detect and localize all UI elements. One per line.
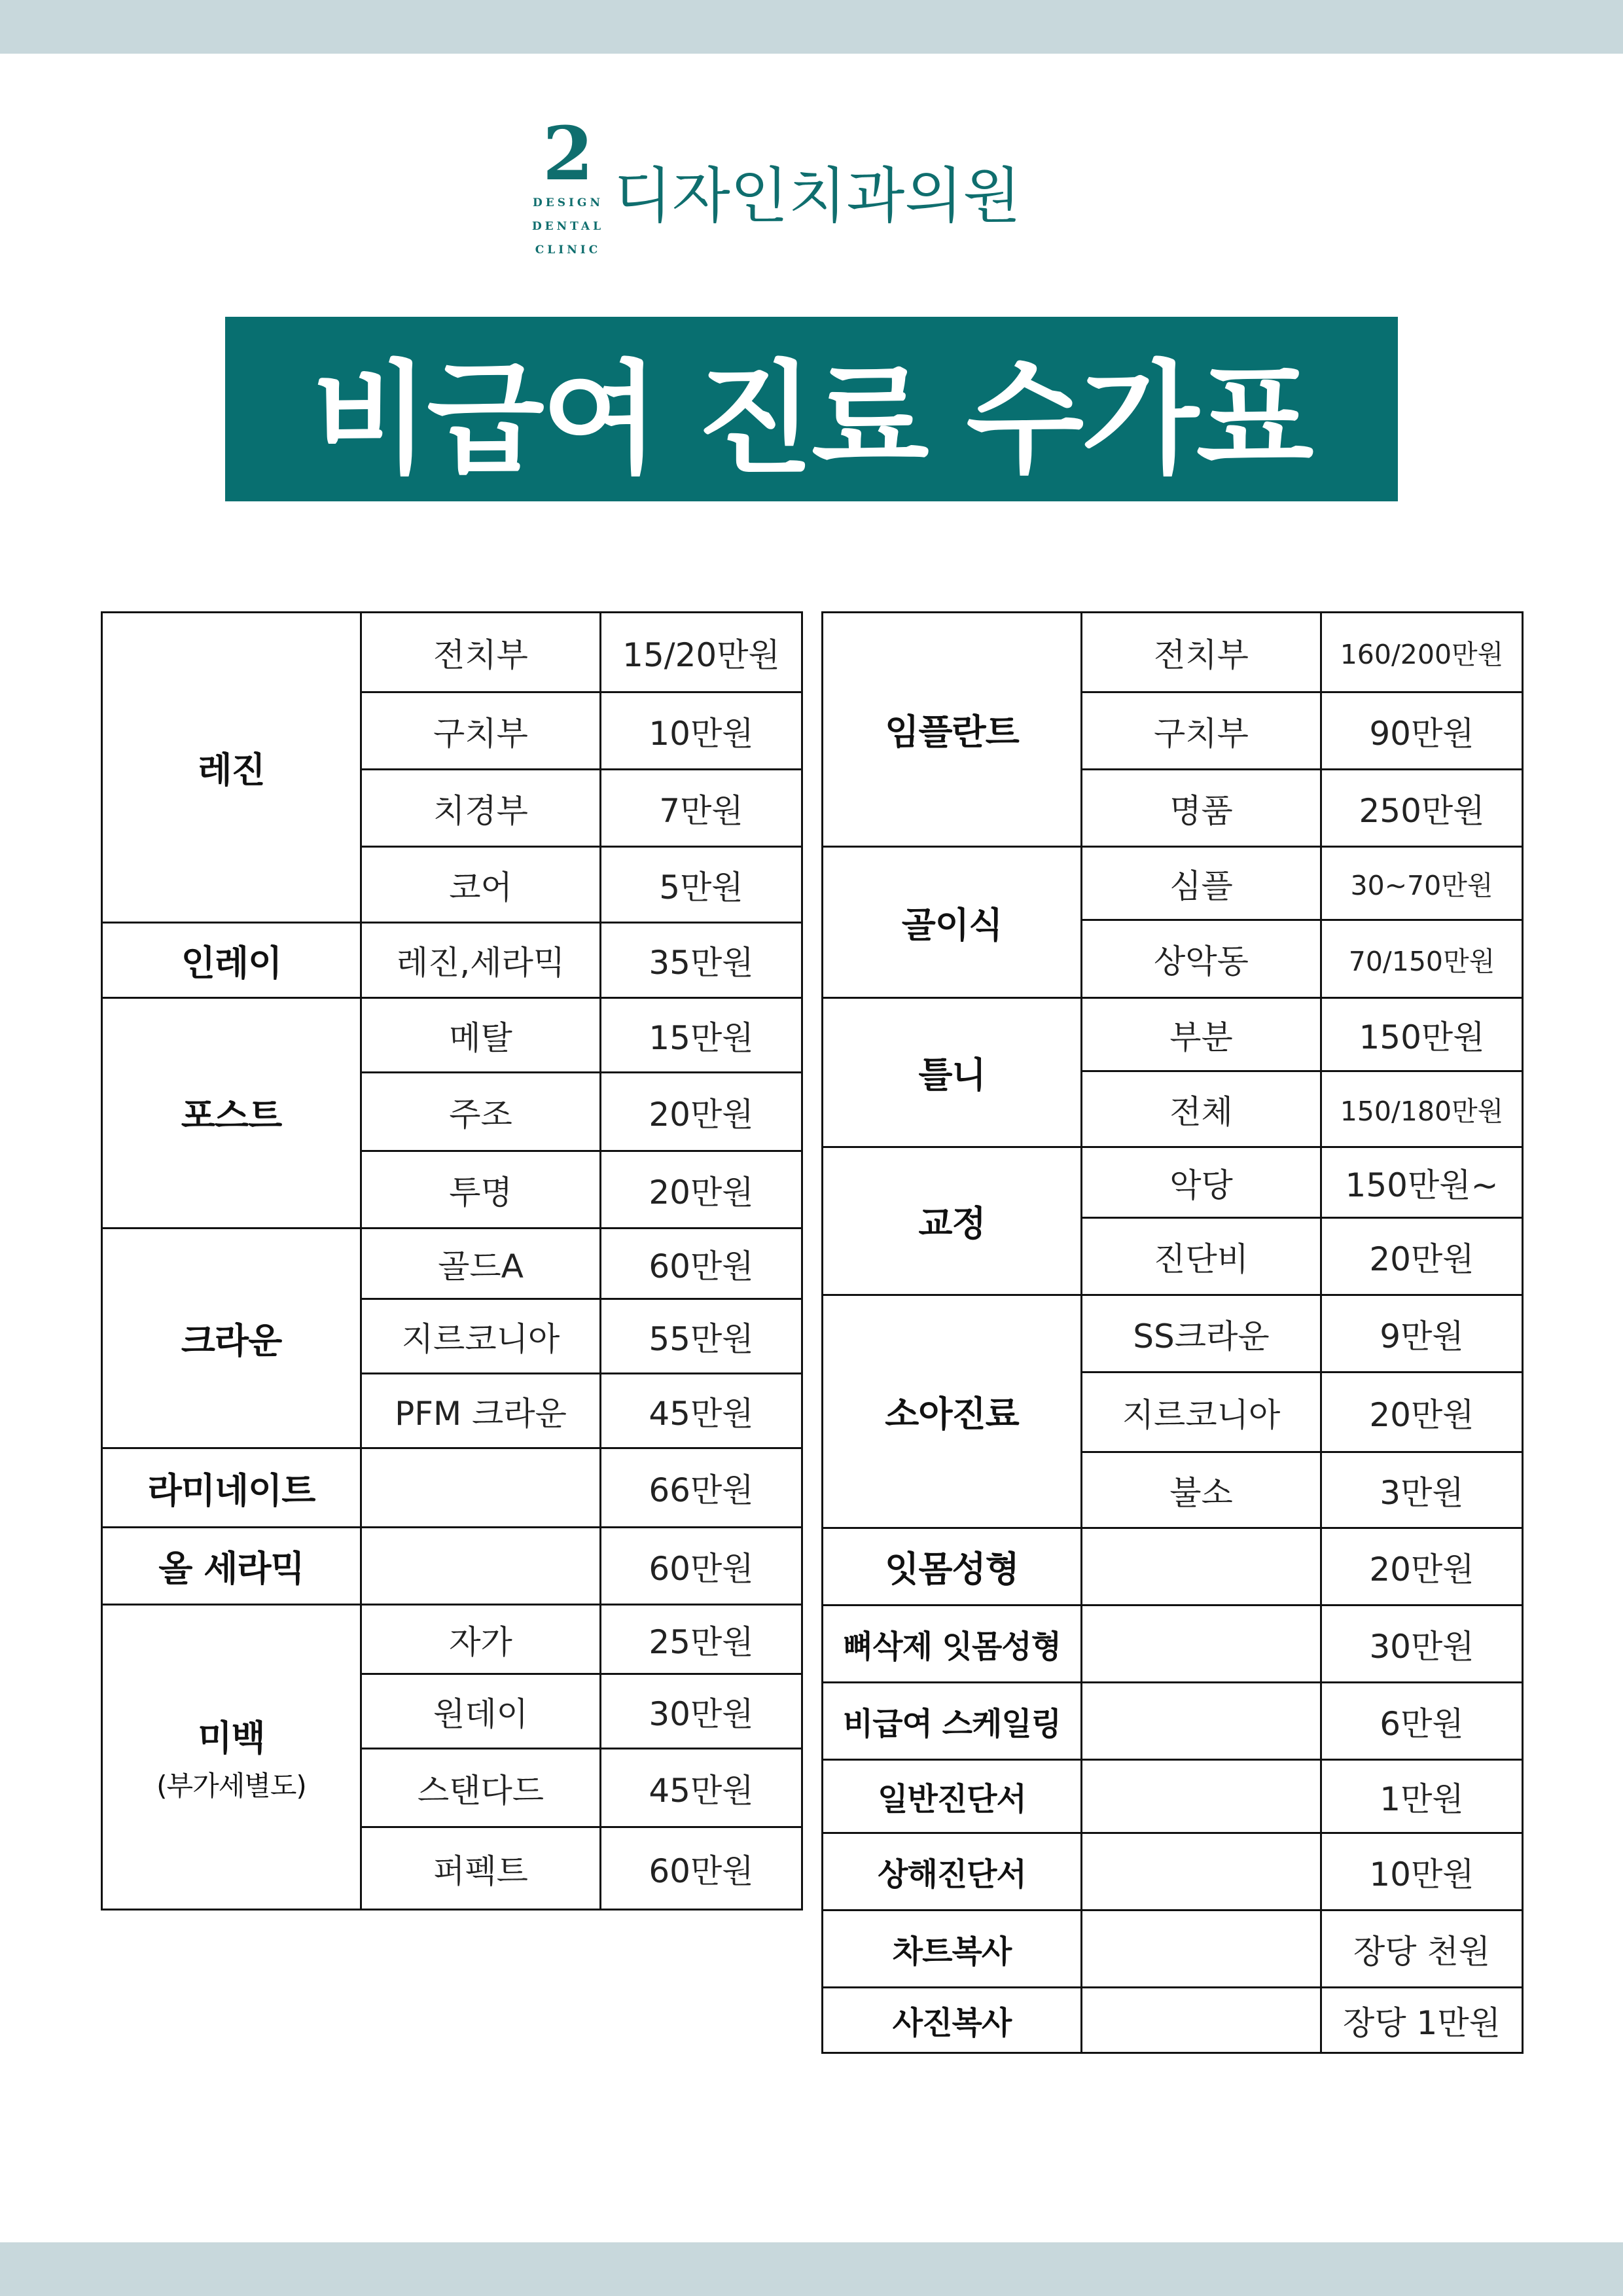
logo-mark <box>529 111 607 262</box>
price-cell: 90만원 <box>1321 692 1523 770</box>
category-cell: 뼈삭제 잇몸성형 <box>823 1605 1082 1683</box>
item-cell-empty <box>1082 1760 1321 1833</box>
price-cell: 장당 천원 <box>1321 1910 1523 1988</box>
item-cell: 구치부 <box>361 692 601 770</box>
table-row <box>823 998 1523 1071</box>
bottom-band <box>0 2242 1623 2296</box>
category-label: 미백 <box>198 1717 265 1759</box>
logo-line-clinic: CLINIC <box>535 243 601 257</box>
price-cell: 15만원 <box>601 998 802 1073</box>
item-cell-empty <box>1082 1988 1321 2053</box>
price-cell: 160/200만원 <box>1321 613 1523 692</box>
item-cell: 주조 <box>361 1073 601 1151</box>
table-row <box>823 1147 1523 1218</box>
table-row <box>102 923 802 998</box>
price-cell: 장당 1만원 <box>1321 1988 1523 2053</box>
item-cell-empty <box>1082 1683 1321 1760</box>
category-cell: 임플란트 <box>823 613 1082 847</box>
item-cell: 골드A <box>361 1229 601 1299</box>
category-cell: 포스트 <box>102 998 361 1229</box>
logo-line-design: DESIGN <box>533 196 603 209</box>
category-cell: 크라운 <box>102 1229 361 1448</box>
item-cell: 전치부 <box>1082 613 1321 692</box>
clinic-logo <box>529 111 1118 268</box>
price-cell: 30만원 <box>601 1674 802 1749</box>
item-cell-empty <box>1082 1528 1321 1605</box>
table-row <box>823 847 1523 920</box>
category-cell: 잇몸성형 <box>823 1528 1082 1605</box>
table-row <box>823 1295 1523 1372</box>
item-cell: 투명 <box>361 1151 601 1229</box>
price-cell: 35만원 <box>601 923 802 998</box>
item-cell: 코어 <box>361 847 601 923</box>
item-cell: 상악동 <box>1082 920 1321 998</box>
page-title: 비급여 진료 수가표 <box>312 348 1311 490</box>
category-cell <box>102 1605 361 1910</box>
table-row <box>823 1528 1523 1605</box>
logo-number: 2 <box>543 111 594 197</box>
price-cell: 20만원 <box>1321 1218 1523 1295</box>
title-banner <box>225 317 1398 501</box>
item-cell: 스탠다드 <box>361 1749 601 1827</box>
clinic-name: 디자인치과의원 <box>614 161 1022 231</box>
price-cell: 6만원 <box>1321 1683 1523 1760</box>
table-row <box>102 998 802 1073</box>
price-cell: 150만원~ <box>1321 1147 1523 1218</box>
table-row <box>102 1605 802 1674</box>
price-cell: 60만원 <box>601 1229 802 1299</box>
item-cell: 지르코니아 <box>1082 1372 1321 1452</box>
item-cell: 메탈 <box>361 998 601 1073</box>
category-cell: 소아진료 <box>823 1295 1082 1528</box>
table-row <box>823 1683 1523 1760</box>
category-cell: 비급여 스케일링 <box>823 1683 1082 1760</box>
item-cell-empty <box>361 1528 601 1605</box>
fee-table-right <box>821 611 1524 2054</box>
price-cell: 45만원 <box>601 1749 802 1827</box>
item-cell: 치경부 <box>361 770 601 847</box>
table-row <box>823 1988 1523 2053</box>
price-cell: 10만원 <box>1321 1833 1523 1910</box>
price-cell: 60만원 <box>601 1827 802 1910</box>
item-cell: 퍼펙트 <box>361 1827 601 1910</box>
category-cell: 라미네이트 <box>102 1448 361 1528</box>
table-row <box>102 1229 802 1299</box>
price-cell: 150/180만원 <box>1321 1071 1523 1147</box>
table-row <box>823 1833 1523 1910</box>
item-cell: 전체 <box>1082 1071 1321 1147</box>
table-row <box>823 1605 1523 1683</box>
price-cell: 20만원 <box>601 1073 802 1151</box>
category-cell: 인레이 <box>102 923 361 998</box>
category-cell: 교정 <box>823 1147 1082 1295</box>
category-cell: 틀니 <box>823 998 1082 1147</box>
price-cell: 20만원 <box>1321 1372 1523 1452</box>
price-cell: 20만원 <box>1321 1528 1523 1605</box>
price-cell: 7만원 <box>601 770 802 847</box>
top-band <box>0 0 1623 54</box>
item-cell: 불소 <box>1082 1452 1321 1528</box>
item-cell-empty <box>361 1448 601 1528</box>
price-cell: 10만원 <box>601 692 802 770</box>
price-cell: 25만원 <box>601 1605 802 1674</box>
item-cell-empty <box>1082 1833 1321 1910</box>
fee-table-left <box>101 611 803 1910</box>
category-cell: 골이식 <box>823 847 1082 998</box>
item-cell: 구치부 <box>1082 692 1321 770</box>
item-cell: 원데이 <box>361 1674 601 1749</box>
category-cell: 차트복사 <box>823 1910 1082 1988</box>
item-cell: 악당 <box>1082 1147 1321 1218</box>
item-cell: 지르코니아 <box>361 1299 601 1374</box>
item-cell: 자가 <box>361 1605 601 1674</box>
item-cell: 전치부 <box>361 613 601 692</box>
table-row <box>102 613 802 692</box>
table-row <box>102 1448 802 1528</box>
category-cell: 일반진단서 <box>823 1760 1082 1833</box>
price-cell: 70/150만원 <box>1321 920 1523 998</box>
vat-note: (부가세별도) <box>156 1770 306 1802</box>
table-row <box>823 1760 1523 1833</box>
item-cell: 레진,세라믹 <box>361 923 601 998</box>
logo-line-dental: DENTAL <box>531 220 605 233</box>
item-cell: 심플 <box>1082 847 1321 920</box>
category-cell: 상해진단서 <box>823 1833 1082 1910</box>
price-cell: 55만원 <box>601 1299 802 1374</box>
table-row <box>102 1528 802 1605</box>
item-cell: 부분 <box>1082 998 1321 1071</box>
price-cell: 250만원 <box>1321 770 1523 847</box>
price-cell: 20만원 <box>601 1151 802 1229</box>
item-cell-empty <box>1082 1910 1321 1988</box>
price-cell: 30만원 <box>1321 1605 1523 1683</box>
price-cell: 66만원 <box>601 1448 802 1528</box>
item-cell: SS크라운 <box>1082 1295 1321 1372</box>
item-cell-empty <box>1082 1605 1321 1683</box>
price-cell: 30~70만원 <box>1321 847 1523 920</box>
price-cell: 1만원 <box>1321 1760 1523 1833</box>
price-cell: 5만원 <box>601 847 802 923</box>
table-row <box>823 613 1523 692</box>
price-cell: 150만원 <box>1321 998 1523 1071</box>
category-cell: 사진복사 <box>823 1988 1082 2053</box>
item-cell: PFM 크라운 <box>361 1374 601 1448</box>
item-cell: 명품 <box>1082 770 1321 847</box>
category-cell: 레진 <box>102 613 361 923</box>
price-cell: 45만원 <box>601 1374 802 1448</box>
table-row <box>823 1910 1523 1988</box>
price-cell: 9만원 <box>1321 1295 1523 1372</box>
price-cell: 3만원 <box>1321 1452 1523 1528</box>
price-cell: 15/20만원 <box>601 613 802 692</box>
item-cell: 진단비 <box>1082 1218 1321 1295</box>
price-cell: 60만원 <box>601 1528 802 1605</box>
category-cell: 올 세라믹 <box>102 1528 361 1605</box>
